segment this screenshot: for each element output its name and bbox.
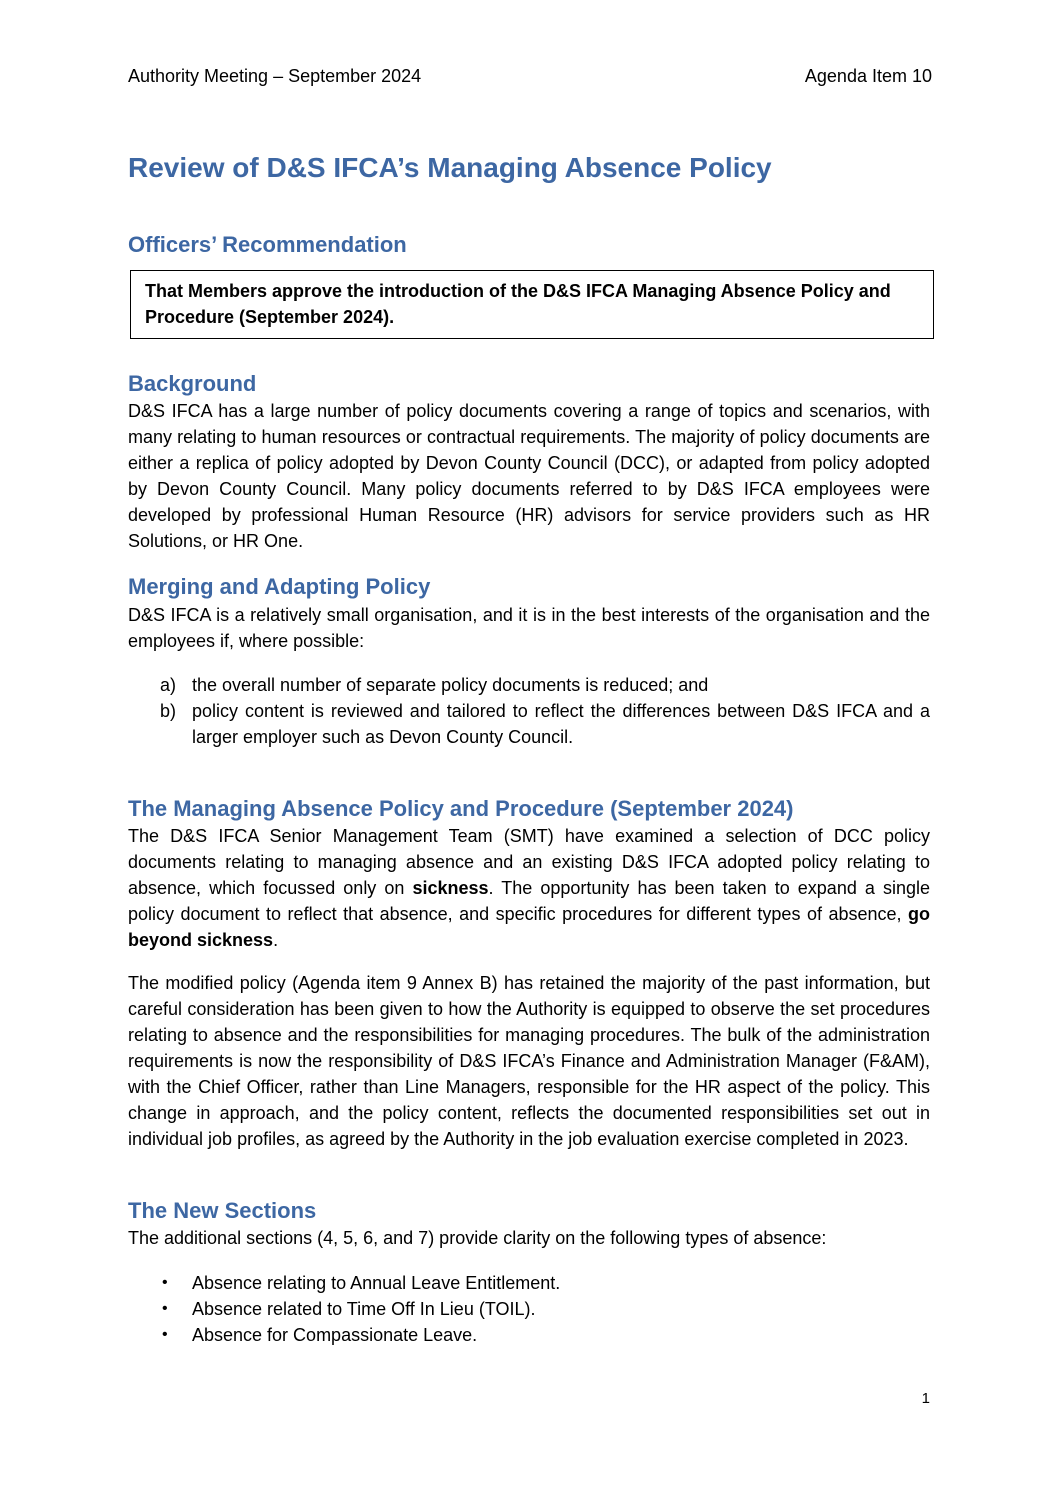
emphasis-go-beyond-sickness: go beyond sickness — [128, 904, 930, 950]
new-sections-heading: The New Sections — [128, 1198, 317, 1223]
recommendation-heading: Officers’ Recommendation — [128, 232, 407, 257]
policy-heading: The Managing Absence Policy and Procedure (September 2024) — [128, 796, 794, 821]
page-title: Review of D&S IFCA’s Managing Absence Policy — [128, 152, 772, 183]
bullet-icon: • — [162, 1326, 168, 1343]
new-sections-intro: The additional sections (4, 5, 6, and 7) provide clarity on the following types of absence: — [128, 1228, 827, 1248]
policy-p1-text: The D&S IFCA Senior Management Team (SMT) have examined a selection of DCC policy documents relating to managing absence and an existing D&S IFCA adopted policy relating to absence, which focussed only on — [128, 826, 930, 898]
policy-paragraph-2: The modified policy (Agenda item 9 Annex B) has retained the majority of the past information, but careful consideration has been given to how the Authority is equipped to observe the set procedures relating to absence and the responsibilities for managing procedures. The bulk of the administration requirements is now the responsibility of D&S IFCA’s Finance and Administration Manager (F&AM), with the Chief Officer, rather than Line Managers, responsible for the HR aspect of the policy. This change in approach, and the policy content, reflects the documented responsibilities set out in individual job profiles, as agreed by the Authority in the job evaluation exercise completed in 2023. — [128, 973, 930, 1149]
list-item — [128, 698, 930, 750]
policy-paragraph-1 — [128, 823, 930, 953]
list-item — [128, 1296, 930, 1322]
list-item-text: Absence related to Time Off In Lieu (TOIL). — [192, 1299, 536, 1319]
list-item-text: the overall number of separate policy documents is reduced; and — [192, 675, 709, 695]
list-item — [128, 672, 930, 698]
bullet-icon: • — [162, 1274, 168, 1291]
bullet-icon: • — [162, 1300, 168, 1317]
list-item-text: policy content is reviewed and tailored to reflect the differences between D&S IFCA and a larger employer such as Devon County Council. — [192, 701, 930, 747]
header-agenda-item: Agenda Item 10 — [804, 66, 932, 86]
list-item-text: Absence relating to Annual Leave Entitlement. — [192, 1273, 561, 1293]
merging-intro: D&S IFCA is a relatively small organisation, and it is in the best interests of the organisation and the employees if, where possible: — [128, 605, 930, 651]
policy-p1-text: . The opportunity has been taken to expand a single policy document to reflect that absence, and specific procedures for different types of absence, — [128, 878, 930, 924]
recommendation-box — [130, 270, 934, 339]
page-number: 1 — [921, 1390, 930, 1407]
merging-list — [128, 672, 930, 750]
background-heading: Background — [128, 371, 257, 396]
recommendation-text: That Members approve the introduction of the D&S IFCA Managing Absence Policy and Procedure (September 2024). — [145, 281, 891, 327]
header-meeting-title: Authority Meeting – September 2024 — [128, 66, 422, 86]
list-item-text: Absence for Compassionate Leave. — [192, 1325, 478, 1345]
list-marker: a) — [160, 675, 177, 695]
running-header — [128, 64, 932, 88]
background-paragraph: D&S IFCA has a large number of policy documents covering a range of topics and scenarios, with many relating to human resources or contractual requirements. The majority of policy documents are either a replica of policy adopted by Devon County Council (DCC), or adapted from policy adopted by Devon County Council. Many policy documents referred to by D&S IFCA employees were developed by professional Human Resource (HR) advisors for service providers such as HR Solutions, or HR One. — [128, 401, 930, 551]
merging-heading: Merging and Adapting Policy — [128, 574, 431, 599]
policy-p1-text: . — [273, 930, 279, 950]
list-marker: b) — [160, 701, 177, 721]
list-item — [128, 1270, 930, 1296]
emphasis-sickness: sickness — [412, 878, 489, 898]
new-sections-list — [128, 1270, 930, 1348]
list-item — [128, 1322, 930, 1348]
